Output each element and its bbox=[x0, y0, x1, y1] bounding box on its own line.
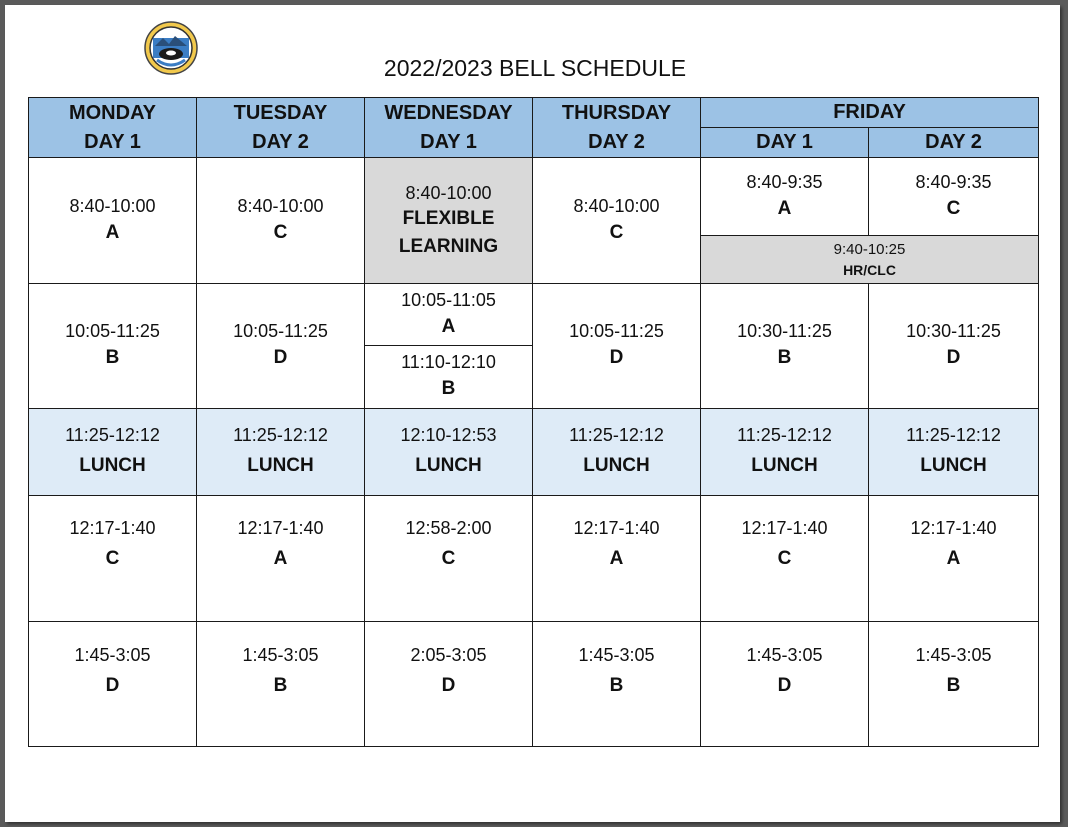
period-block: A bbox=[273, 548, 288, 569]
period-block: B bbox=[441, 378, 456, 399]
period-time: 12:17-1:40 bbox=[573, 518, 660, 538]
period-block: D bbox=[441, 675, 456, 696]
cell-mon-lunch bbox=[29, 409, 197, 496]
period-time: 11:25-12:12 bbox=[737, 425, 832, 445]
period-block: C bbox=[777, 548, 792, 569]
cell-thu-lunch bbox=[533, 409, 701, 496]
period-block: D bbox=[273, 347, 288, 368]
period-time: 12:17-1:40 bbox=[910, 518, 997, 538]
cell-fri1-period1 bbox=[701, 158, 869, 236]
cell-thu-period3 bbox=[533, 496, 701, 622]
header-day-name: TUESDAY bbox=[233, 101, 328, 124]
header-friday: FRIDAY bbox=[701, 98, 1039, 128]
page-title: 2022/2023 BELL SCHEDULE bbox=[383, 55, 687, 81]
period-time: 8:40-10:00 bbox=[405, 182, 492, 203]
cell-tue-lunch bbox=[197, 409, 365, 496]
period-time: 8:40-9:35 bbox=[915, 171, 992, 192]
cell-wed-lunch bbox=[365, 409, 533, 496]
header-day-name: MONDAY bbox=[68, 101, 157, 124]
period-time: 11:25-12:12 bbox=[906, 425, 1001, 445]
header-friday-day2: DAY 2 bbox=[869, 128, 1039, 158]
period-time: 11:25-12:12 bbox=[569, 425, 664, 445]
period-time: 10:30-11:25 bbox=[737, 321, 832, 341]
period-block: A bbox=[441, 315, 456, 337]
period-time: 8:40-10:00 bbox=[69, 195, 156, 216]
period-time: 11:25-12:12 bbox=[233, 425, 328, 445]
cell-fri1-lunch bbox=[701, 409, 869, 496]
period-time: 1:45-3:05 bbox=[915, 645, 992, 665]
period-time: 8:40-10:00 bbox=[573, 195, 660, 216]
period-block: A bbox=[105, 221, 120, 243]
cell-tue-period1 bbox=[197, 158, 365, 284]
period-time: 11:25-12:12 bbox=[65, 425, 160, 445]
period-block: D bbox=[105, 675, 120, 696]
cell-fri2-period3 bbox=[869, 496, 1039, 622]
period-block: A bbox=[609, 548, 624, 569]
period-time: 12:58-2:00 bbox=[405, 518, 492, 538]
cell-fri2-period2 bbox=[869, 284, 1039, 409]
header-friday-day1: DAY 1 bbox=[701, 128, 869, 158]
cell-fri-homeroom bbox=[701, 236, 1039, 284]
period-block-line2: LEARNING bbox=[398, 235, 499, 257]
period-block: A bbox=[946, 548, 961, 569]
header-monday bbox=[29, 98, 197, 158]
period-block: LUNCH bbox=[751, 455, 818, 476]
period-block: LUNCH bbox=[247, 455, 314, 476]
period-block: D bbox=[946, 347, 961, 368]
period-time: 2:05-3:05 bbox=[410, 645, 487, 665]
cell-mon-period1 bbox=[29, 158, 197, 284]
cell-fri2-period1 bbox=[869, 158, 1039, 236]
cell-tue-period3 bbox=[197, 496, 365, 622]
header-day-number: DAY 2 bbox=[588, 130, 645, 153]
period-block: HR/CLC bbox=[843, 261, 896, 278]
school-crest-icon bbox=[143, 20, 199, 76]
period-time: 10:05-11:25 bbox=[233, 321, 328, 341]
period-block: B bbox=[273, 675, 288, 696]
period-time: 1:45-3:05 bbox=[578, 645, 655, 665]
cell-fri1-period4 bbox=[701, 622, 869, 747]
period-block: C bbox=[273, 221, 288, 243]
period-time: 10:05-11:25 bbox=[569, 321, 664, 341]
period-block: B bbox=[946, 675, 961, 696]
header-day-number: DAY 1 bbox=[84, 130, 141, 153]
period-time: 12:10-12:53 bbox=[400, 425, 497, 445]
cell-fri1-period3 bbox=[701, 496, 869, 622]
cell-tue-period4 bbox=[197, 622, 365, 747]
cell-fri2-period4 bbox=[869, 622, 1039, 747]
period-block: C bbox=[105, 548, 120, 569]
period-time: 1:45-3:05 bbox=[74, 645, 151, 665]
cell-mon-period2 bbox=[29, 284, 197, 409]
cell-wed-period2a bbox=[365, 284, 533, 346]
period-block: A bbox=[777, 197, 792, 219]
period-block: LUNCH bbox=[920, 455, 987, 476]
header-day-number: DAY 2 bbox=[252, 130, 309, 153]
cell-mon-period3 bbox=[29, 496, 197, 622]
cell-wed-period3 bbox=[365, 496, 533, 622]
period-time: 10:30-11:25 bbox=[906, 321, 1001, 341]
cell-mon-period4 bbox=[29, 622, 197, 747]
document-page bbox=[5, 5, 1060, 822]
header-day-name: THURSDAY bbox=[561, 101, 672, 124]
period-time: 12:17-1:40 bbox=[69, 518, 156, 538]
period-time: 10:05-11:05 bbox=[401, 289, 496, 310]
cell-fri1-period2 bbox=[701, 284, 869, 409]
period-block: D bbox=[777, 675, 792, 696]
period-block: D bbox=[609, 347, 624, 368]
period-time: 8:40-9:35 bbox=[746, 171, 823, 192]
period-time: 1:45-3:05 bbox=[242, 645, 319, 665]
period-block: C bbox=[609, 221, 624, 243]
period-block: LUNCH bbox=[583, 455, 650, 476]
cell-wed-period2b bbox=[365, 346, 533, 409]
period-time: 12:17-1:40 bbox=[741, 518, 828, 538]
cell-thu-period2 bbox=[533, 284, 701, 409]
period-block: LUNCH bbox=[415, 455, 482, 476]
period-block-line1: FLEXIBLE bbox=[402, 207, 495, 229]
header-day-number: DAY 1 bbox=[420, 130, 477, 153]
header-wednesday bbox=[365, 98, 533, 158]
period-block: C bbox=[946, 197, 961, 219]
period-block: B bbox=[777, 347, 792, 368]
period-time: 1:45-3:05 bbox=[746, 645, 823, 665]
period-block: LUNCH bbox=[79, 455, 146, 476]
period-time: 11:10-12:10 bbox=[401, 352, 496, 372]
cell-wed-period4 bbox=[365, 622, 533, 747]
cell-fri2-lunch bbox=[869, 409, 1039, 496]
period-time: 9:40-10:25 bbox=[833, 240, 906, 258]
period-time: 12:17-1:40 bbox=[237, 518, 324, 538]
period-block: C bbox=[441, 548, 456, 569]
cell-thu-period1 bbox=[533, 158, 701, 284]
period-time: 10:05-11:25 bbox=[65, 321, 160, 341]
header-thursday bbox=[533, 98, 701, 158]
cell-thu-period4 bbox=[533, 622, 701, 747]
period-time: 8:40-10:00 bbox=[237, 195, 324, 216]
header-day-name: WEDNESDAY bbox=[384, 101, 513, 124]
cell-wed-flexible-learning bbox=[365, 158, 533, 284]
period-block: B bbox=[609, 675, 624, 696]
bell-schedule-table bbox=[28, 97, 1039, 747]
cell-tue-period2 bbox=[197, 284, 365, 409]
period-block: B bbox=[105, 347, 120, 368]
header-tuesday bbox=[197, 98, 365, 158]
